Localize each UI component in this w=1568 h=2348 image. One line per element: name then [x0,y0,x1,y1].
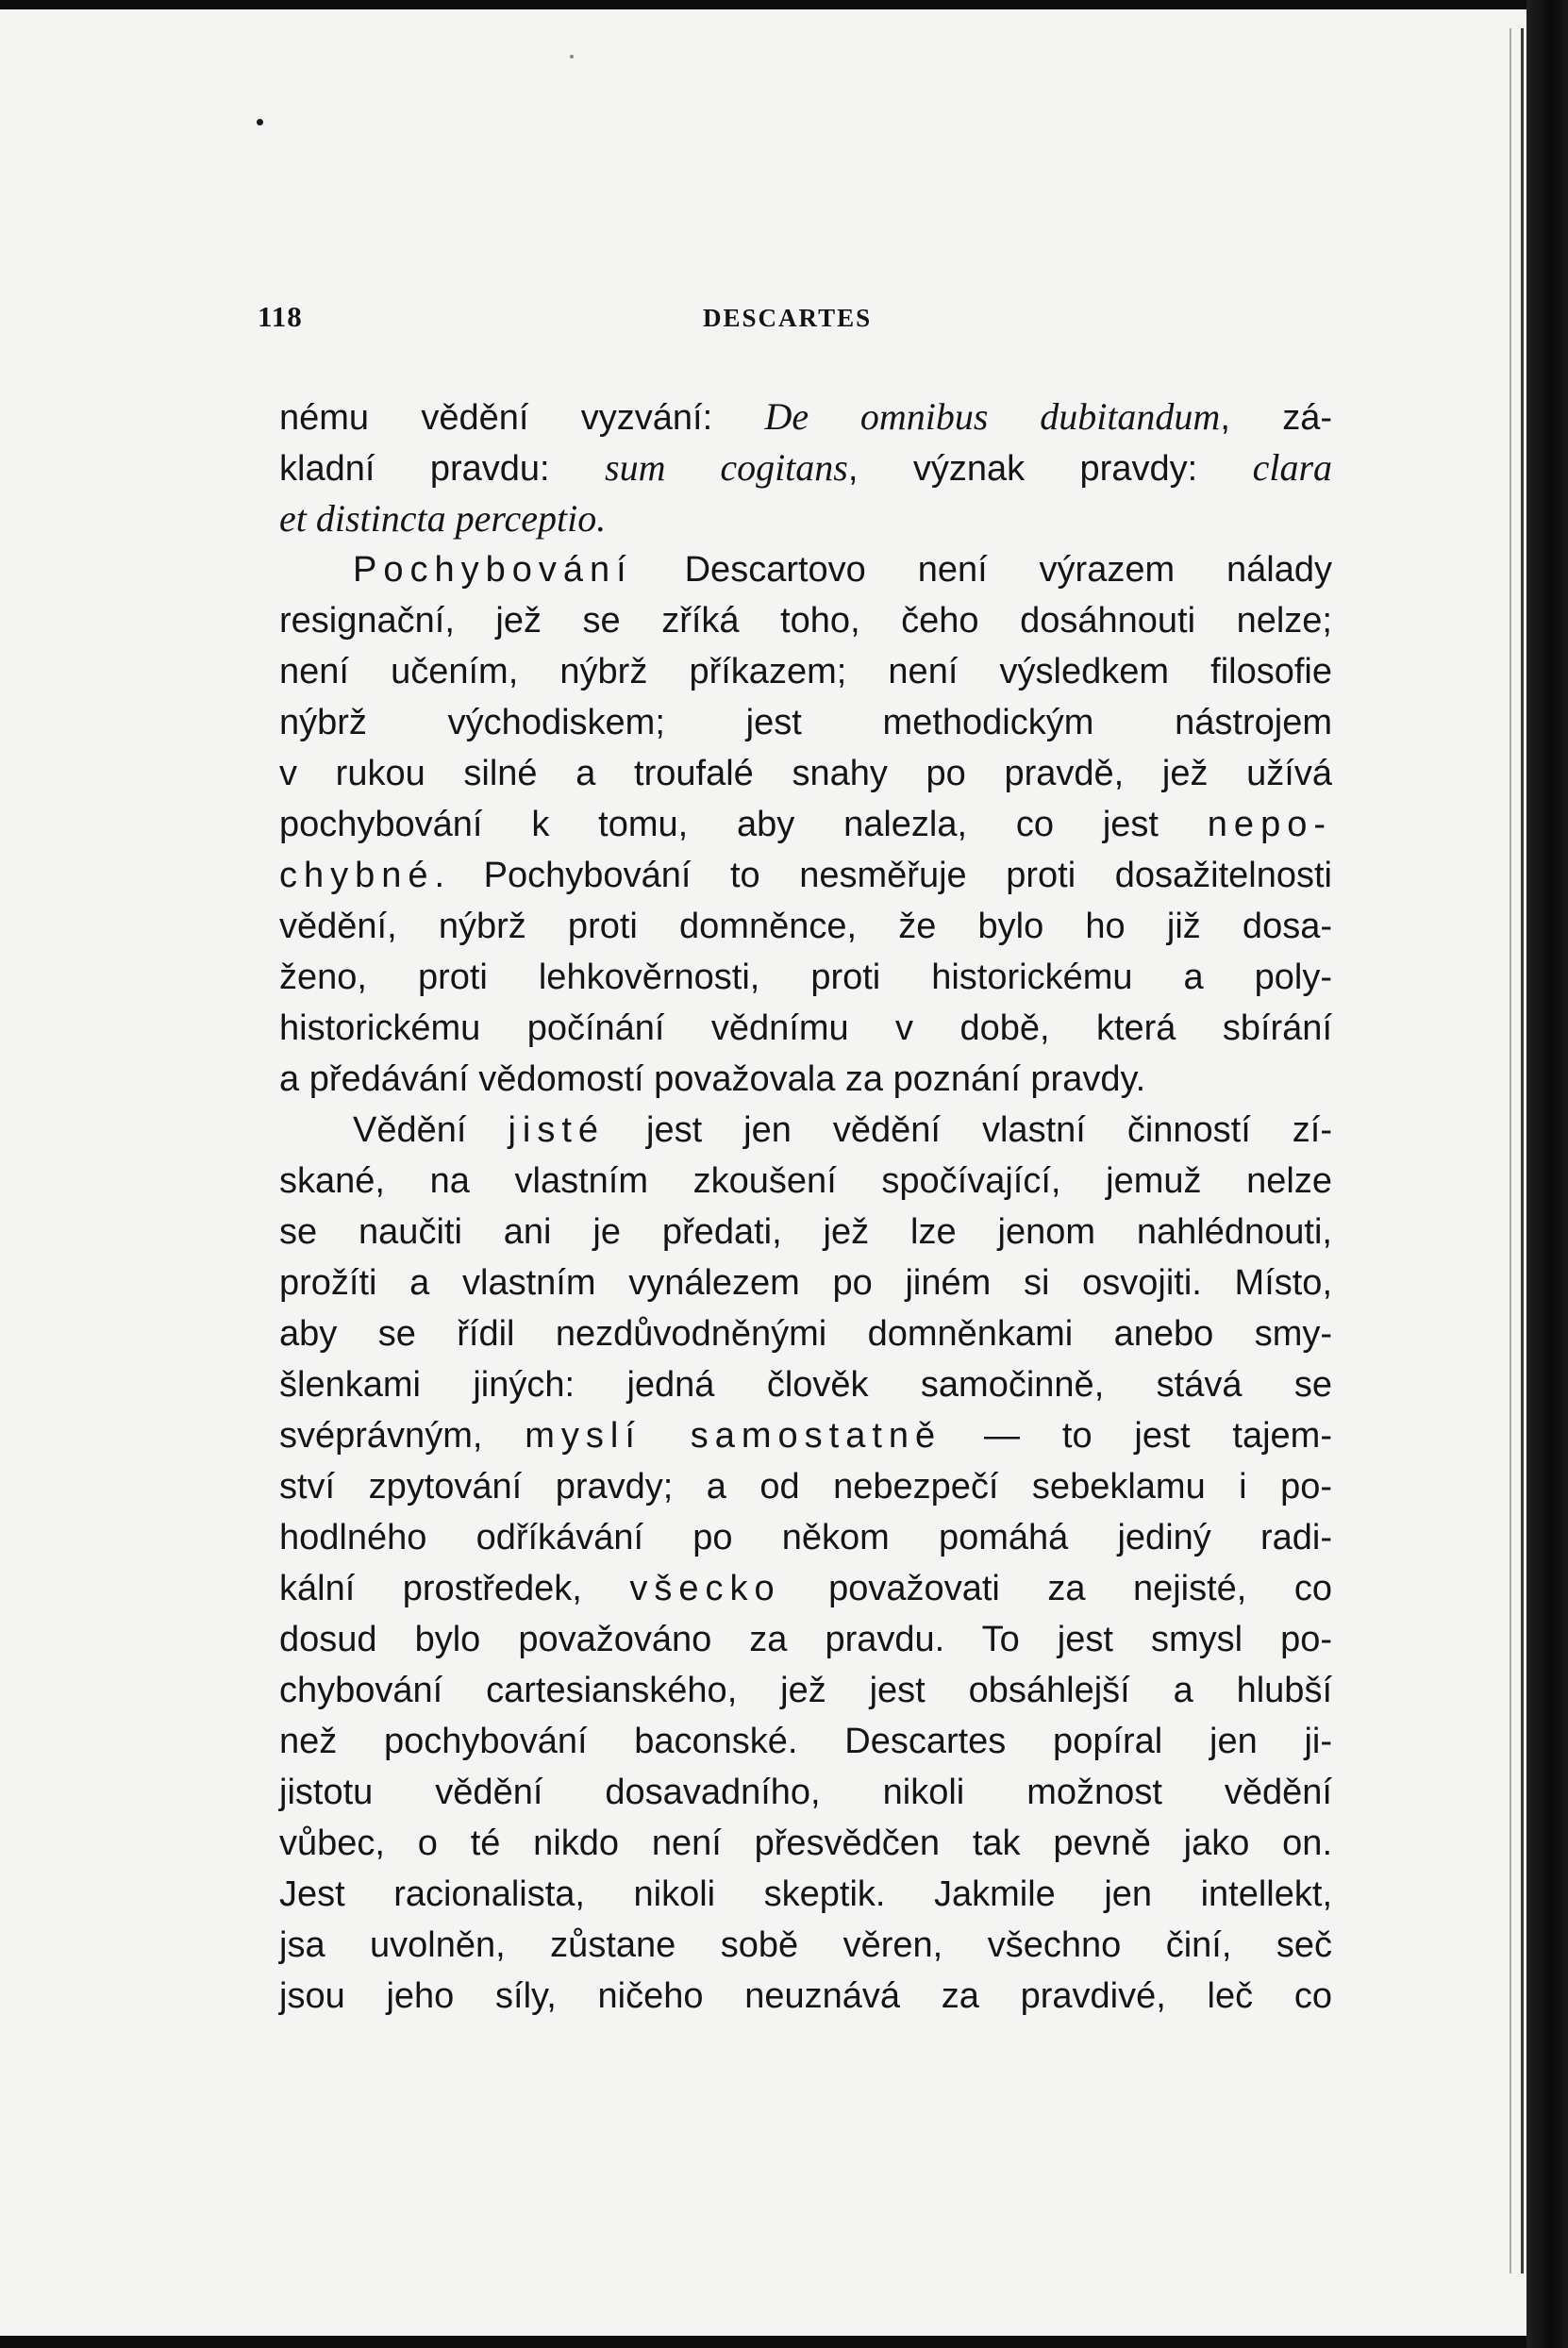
text-run: se naučiti ani je předati, jež lze jenom nahlédnouti, [279,1212,1332,1252]
text-run: není učením, nýbrž příkazem; není výsledkem filosofie [279,652,1332,691]
text-line [279,391,1332,442]
text-run: jistotu vědění dosavadního, nikoli možnost vědění [279,1773,1332,1812]
text-line [279,1461,1332,1512]
text-line [279,952,1332,1003]
page-number: 118 [258,300,303,333]
spaced-emphasis: nepo- [1207,805,1332,844]
text-run: — to jest tajem- [942,1416,1332,1456]
scan-speck [257,119,263,125]
paragraph-start-line [279,1105,1332,1156]
text-line [279,901,1332,952]
text-run: , zá- [1220,398,1332,438]
text-run: hodlného odříkávání po někom pomáhá jediný radi- [279,1518,1332,1557]
page-edge-shadow [1526,0,1568,2348]
text-run: , význak pravdy: [847,449,1253,489]
spaced-emphasis: chybné [279,856,435,895]
text-run: jsa uvolněn, zůstane sobě věren, všechno činí, seč [279,1925,1332,1965]
text-run: . Pochybování to nesměřuje proti dosažitelnosti [434,856,1332,895]
text-run: v rukou silné a troufalé snahy po pravdě, jež užívá [279,754,1332,793]
text-line [279,1308,1332,1359]
text-run: považovati za nejisté, co [780,1569,1332,1608]
text-run: nému vědění vyzvání: [279,398,765,438]
paragraph-start-line [279,544,1332,595]
text-line [279,1410,1332,1461]
italic-run: sum cogitans [605,446,848,489]
italic-run: clara [1252,446,1333,489]
page-edge-line-faint [1510,28,1511,2273]
text-line [279,1971,1332,2022]
text-run: kální prostředek, [279,1569,630,1608]
text-run: skané, na vlastním zkoušení spočívající, jemuž nelze [279,1161,1332,1201]
spaced-emphasis: myslí samostatně [525,1416,942,1456]
text-run: pochybování k tomu, aby nalezla, co jest [279,805,1208,844]
text-run: a předávání vědomostí považovala za poznání pravdy. [279,1059,1146,1099]
spaced-emphasis: jisté [508,1110,606,1150]
text-line [279,1359,1332,1410]
text-line [279,1512,1332,1563]
italic-run: et distincta perceptio. [279,497,607,540]
text-run: svéprávným, [279,1416,525,1456]
text-run: Descartovo není výrazem nálady [632,550,1332,590]
text-line [279,1716,1332,1767]
text-line [279,646,1332,697]
text-line [279,1665,1332,1716]
text-run: kladní pravdu: [279,449,605,489]
text-line [279,1563,1332,1614]
running-title: DESCARTES [703,304,873,332]
text-run: šlenkami jiných: jedná člověk samočinně, stává se [279,1365,1332,1405]
text-line [279,493,1332,544]
text-run: aby se řídil nezdůvodněnými domněnkami anebo smy- [279,1314,1332,1354]
spaced-emphasis: Pochybování [353,550,633,590]
text-line [279,697,1332,748]
text-run: prožíti a vlastním vynálezem po jiném si osvojiti. Místo, [279,1263,1332,1303]
text-line [279,1818,1332,1869]
body-text [279,391,1332,2022]
text-run: vědění, nýbrž proti domněnce, že bylo ho již dosa- [279,907,1332,946]
running-head [0,300,1526,338]
text-run: vůbec, o té nikdo není přesvědčen tak pevně jako on. [279,1823,1332,1863]
text-run: resignační, jež se zříká toho, čeho dosáhnouti nelze; [279,601,1332,641]
text-line [279,442,1332,493]
scan-speck [570,55,574,58]
text-line [279,1207,1332,1257]
text-line [279,850,1332,901]
text-line [279,1003,1332,1054]
text-run: jest jen vědění vlastní činností zí- [605,1110,1333,1150]
text-line [279,748,1332,799]
text-run: Vědění [353,1110,509,1150]
page-edge-line [1521,28,1524,2273]
text-run: dosud bylo považováno za pravdu. To jest smysl po- [279,1620,1332,1659]
text-line [279,1614,1332,1665]
text-run: historickému počínání vědnímu v době, která sbírání [279,1008,1332,1048]
text-run: ženo, proti lehkověrnosti, proti historickému a poly- [279,958,1332,997]
text-line [279,799,1332,850]
italic-run: De omnibus dubitandum [764,395,1221,438]
text-run: nýbrž východiskem; jest methodickým nástrojem [279,703,1332,742]
text-line [279,1156,1332,1207]
text-line [279,595,1332,646]
text-run: jsou jeho síly, ničeho neuznává za pravdivé, leč co [279,1976,1332,2016]
text-line [279,1869,1332,1920]
text-run: ství zpytování pravdy; a od nebezpečí sebeklamu i po- [279,1467,1332,1507]
text-run: než pochybování baconské. Descartes popíral jen ji- [279,1722,1332,1761]
spaced-emphasis: všecko [629,1569,781,1608]
text-run: Jest racionalista, nikoli skeptik. Jakmile jen intellekt, [279,1874,1332,1914]
text-line [279,1767,1332,1818]
text-run: chybování cartesianského, jež jest obsáhlejší a hlubší [279,1671,1332,1710]
text-line [279,1920,1332,1971]
text-line [279,1054,1332,1105]
text-line [279,1257,1332,1308]
